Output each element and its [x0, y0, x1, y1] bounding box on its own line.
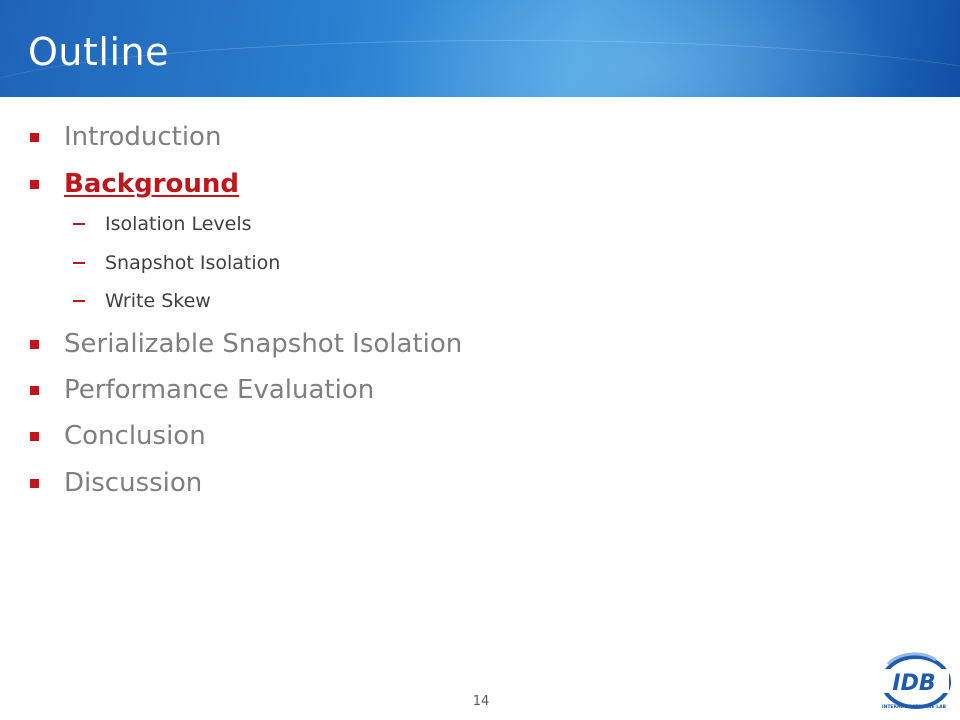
dash-bullet-icon: [73, 300, 85, 302]
outline-subitem-label: Write Skew: [105, 290, 211, 312]
logo-text: IDB: [892, 671, 936, 696]
square-bullet-icon: [30, 340, 39, 349]
outline-item-discussion: [30, 467, 202, 499]
outline-item-label: Serializable Snapshot Isolation: [64, 329, 463, 359]
outline-item-introduction: [30, 121, 221, 153]
outline-subitem-label: Snapshot Isolation: [105, 252, 281, 274]
outline-item-label[interactable]: Background: [64, 169, 239, 199]
logo-ring-text: INTERNET DATABASE LAB: [881, 705, 947, 710]
title-bar: [0, 0, 960, 97]
page-number: 14: [472, 694, 490, 709]
outline-item-label: Performance Evaluation: [64, 375, 375, 405]
square-bullet-icon: [30, 133, 39, 142]
idb-logo-icon: [876, 652, 952, 714]
outline-subitem-snapshot-isolation: [73, 251, 280, 275]
square-bullet-icon: [30, 479, 39, 488]
square-bullet-icon: [30, 432, 39, 441]
outline-subitem-label: Isolation Levels: [105, 213, 252, 235]
dash-bullet-icon: [73, 262, 85, 264]
outline-subitem-isolation-levels: [73, 212, 252, 236]
slide-title: Outline: [28, 30, 169, 74]
outline-item-label: Discussion: [64, 468, 203, 498]
square-bullet-icon: [30, 180, 39, 189]
outline-item-performance-evaluation: [30, 374, 374, 406]
outline-item-conclusion: [30, 420, 206, 452]
outline-item-background[interactable]: [30, 168, 239, 200]
outline-item-serializable-snapshot-isolation: [30, 328, 462, 360]
square-bullet-icon: [30, 386, 39, 395]
dash-bullet-icon: [73, 223, 85, 225]
outline-item-label: Conclusion: [64, 421, 206, 451]
outline-subitem-write-skew: [73, 289, 211, 313]
outline-item-label: Introduction: [64, 122, 222, 152]
